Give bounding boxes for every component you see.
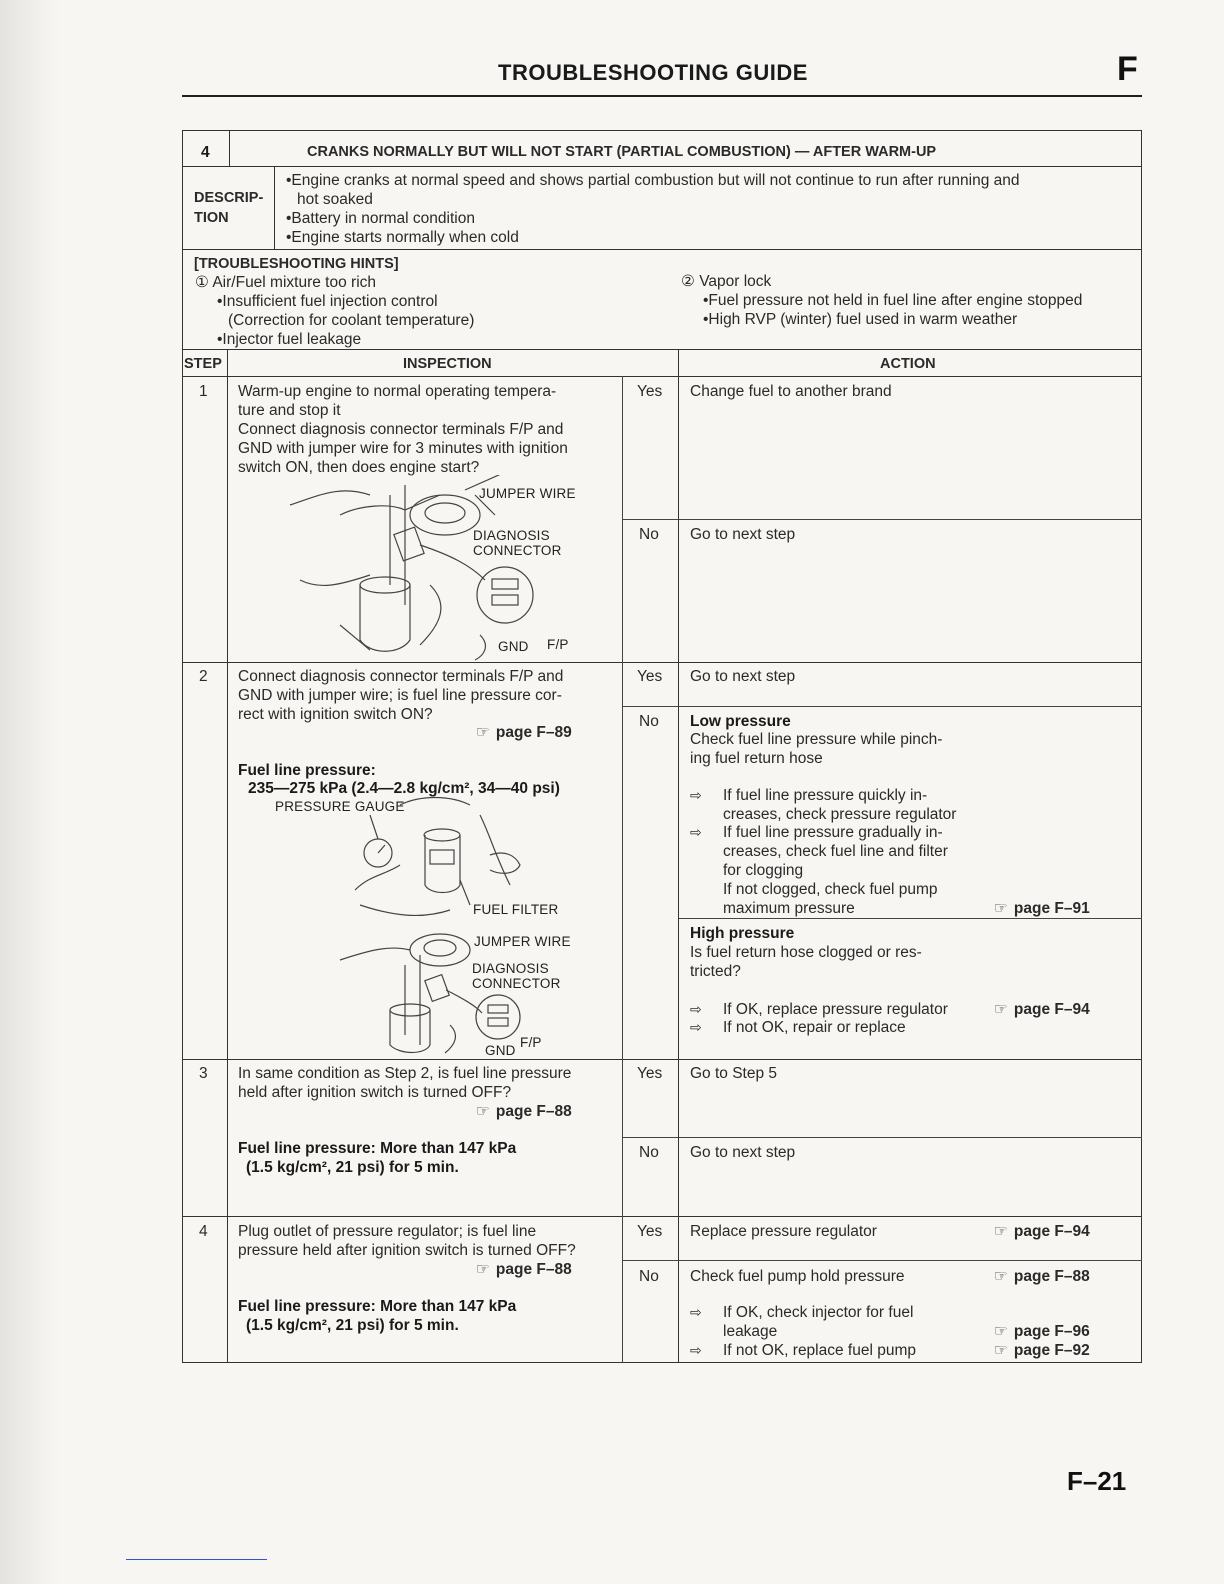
action-text: tricted?: [690, 963, 741, 980]
column-header-step: STEP: [184, 356, 222, 372]
description-line: hot soaked: [297, 191, 373, 208]
step-number: 4: [199, 1223, 208, 1240]
step-number: 1: [199, 383, 208, 400]
figure-label: DIAGNOSIS: [473, 528, 550, 543]
divider: [182, 349, 1142, 350]
page-title: TROUBLESHOOTING GUIDE: [498, 60, 808, 85]
divider: [622, 376, 623, 1363]
divider: [182, 1059, 1142, 1060]
action-text: If not clogged, check fuel pump: [723, 881, 938, 898]
figure-label: CONNECTOR: [472, 976, 561, 991]
divider: [182, 1216, 1142, 1217]
no-label: No: [639, 713, 659, 730]
spec-title: Fuel line pressure:: [238, 762, 376, 779]
action-text: If OK, check injector for fuel: [723, 1304, 914, 1321]
spec-value: (1.5 kg/cm², 21 psi) for 5 min.: [246, 1159, 459, 1176]
action-item: ⇨: [690, 1304, 702, 1320]
inspection-line: GND with jumper wire; is fuel line pressure cor-: [238, 687, 562, 704]
page-reference: ☞ page F–88: [476, 1261, 572, 1278]
action-text: creases, check pressure regulator: [723, 806, 957, 823]
action-text: If OK, replace pressure regulator: [723, 1001, 948, 1018]
yes-label: Yes: [637, 1065, 663, 1082]
yes-label: Yes: [637, 383, 663, 400]
figure-label: CONNECTOR: [473, 543, 562, 558]
page-shadow-edge: [0, 0, 60, 1584]
divider: [622, 1137, 1142, 1138]
spec-value: Fuel line pressure: More than 147 kPa: [238, 1140, 517, 1157]
hint-right: •High RVP (winter) fuel used in warm weather: [703, 311, 1018, 328]
divider: [182, 249, 1142, 250]
action-text: maximum pressure: [723, 900, 855, 917]
hint-right: •Fuel pressure not held in fuel line after engine stopped: [703, 292, 1083, 309]
hint-left: •Insufficient fuel injection control: [217, 293, 438, 310]
procedure-number: 4: [201, 144, 210, 161]
action-text: Change fuel to another brand: [690, 383, 892, 400]
page-reference: ☞ page F–89: [476, 724, 572, 741]
action-item: ⇨: [690, 1001, 702, 1017]
description-label: DESCRIP-: [194, 190, 264, 206]
hint-right: ② Vapor lock: [681, 273, 772, 290]
figure-label: F/P: [547, 637, 569, 652]
spec-value: (1.5 kg/cm², 21 psi) for 5 min.: [246, 1317, 459, 1334]
yes-label: Yes: [637, 1223, 663, 1240]
action-text: If fuel line pressure quickly in-: [723, 787, 928, 804]
column-header-inspection: INSPECTION: [403, 356, 492, 372]
divider: [678, 349, 679, 1363]
inspection-line: In same condition as Step 2, is fuel line pressure: [238, 1065, 572, 1082]
action-text: Check fuel pump hold pressure: [690, 1268, 905, 1285]
page-reference: ☞ page F–91: [994, 900, 1090, 917]
divider: [182, 376, 1142, 377]
divider: [182, 166, 1142, 167]
inspection-line: ture and stop it: [238, 402, 341, 419]
no-label: No: [639, 1268, 659, 1285]
hint-left: •Injector fuel leakage: [217, 331, 362, 348]
inspection-line: switch ON, then does engine start?: [238, 459, 480, 476]
spec-value: 235—275 kPa (2.4—2.8 kg/cm², 34—40 psi): [248, 780, 560, 797]
action-text: Is fuel return hose clogged or res-: [690, 944, 922, 961]
divider: [229, 130, 230, 166]
inspection-line: GND with jumper wire for 3 minutes with ignition: [238, 440, 568, 457]
action-item: ⇨: [690, 1019, 702, 1035]
procedure-title: CRANKS NORMALLY BUT WILL NOT START (PARTIAL COMBUSTION) — AFTER WARM-UP: [307, 144, 937, 160]
inspection-line: held after ignition switch is turned OFF?: [238, 1084, 512, 1101]
page-reference: ☞ page F–92: [994, 1342, 1090, 1359]
action-text: Go to next step: [690, 1144, 796, 1161]
figure-label: PRESSURE GAUGE: [275, 799, 405, 814]
inspection-line: rect with ignition switch ON?: [238, 706, 433, 723]
divider: [274, 166, 275, 249]
page-reference: ☞ page F–88: [994, 1268, 1090, 1285]
action-text: Go to Step 5: [690, 1065, 778, 1082]
description-line: •Engine cranks at normal speed and shows partial combustion but will not continue to run after running and: [286, 172, 1020, 189]
page-reference: ☞ page F–88: [476, 1103, 572, 1120]
no-label: No: [639, 526, 659, 543]
inspection-line: Plug outlet of pressure regulator; is fuel line: [238, 1223, 537, 1240]
footer-link-underline[interactable]: [126, 1559, 267, 1560]
figure-label: JUMPER WIRE: [479, 486, 576, 501]
page-reference: ☞ page F–94: [994, 1223, 1090, 1240]
inspection-line: Connect diagnosis connector terminals F/P and: [238, 421, 564, 438]
figure-label: F/P: [520, 1035, 542, 1050]
page-reference: ☞ page F–96: [994, 1323, 1090, 1340]
figure-label: JUMPER WIRE: [474, 934, 571, 949]
action-text: Replace pressure regulator: [690, 1223, 877, 1240]
description-label: TION: [194, 210, 229, 226]
high-pressure-title: High pressure: [690, 925, 795, 942]
action-item: ⇨: [690, 824, 702, 840]
page-number: F–21: [1067, 1466, 1127, 1496]
no-label: No: [639, 1144, 659, 1161]
divider: [622, 519, 1142, 520]
action-text: If not OK, repair or replace: [723, 1019, 906, 1036]
figure-label: DIAGNOSIS: [472, 961, 549, 976]
action-text: creases, check fuel line and filter: [723, 843, 948, 860]
hint-left: (Correction for coolant temperature): [228, 312, 475, 329]
action-text: for clogging: [723, 862, 804, 879]
inspection-line: Warm-up engine to normal operating tempera-: [238, 383, 557, 400]
header-rule: [182, 95, 1142, 97]
divider: [227, 349, 228, 1363]
section-letter: F: [1117, 50, 1138, 88]
divider: [622, 1260, 1142, 1261]
low-pressure-title: Low pressure: [690, 713, 791, 730]
inspection-line: pressure held after ignition switch is turned OFF?: [238, 1242, 576, 1259]
action-text: ing fuel return hose: [690, 750, 823, 767]
action-item: ⇨: [690, 787, 702, 803]
action-item: ⇨: [690, 1342, 702, 1358]
yes-label: Yes: [637, 668, 663, 685]
step-number: 2: [199, 668, 208, 685]
figure-label: FUEL FILTER: [473, 902, 559, 917]
page-reference: ☞ page F–94: [994, 1001, 1090, 1018]
description-line: •Battery in normal condition: [286, 210, 475, 227]
figure-label: GND: [485, 1043, 516, 1058]
step-number: 3: [199, 1065, 208, 1082]
description-line: •Engine starts normally when cold: [286, 229, 519, 246]
divider: [678, 918, 1142, 919]
divider: [622, 706, 1142, 707]
action-text: Check fuel line pressure while pinch-: [690, 731, 943, 748]
action-text: leakage: [723, 1323, 778, 1340]
action-text: If fuel line pressure gradually in-: [723, 824, 943, 841]
action-text: If not OK, replace fuel pump: [723, 1342, 916, 1359]
column-header-action: ACTION: [880, 356, 936, 372]
hints-heading: [TROUBLESHOOTING HINTS]: [194, 256, 399, 272]
inspection-line: Connect diagnosis connector terminals F/P and: [238, 668, 564, 685]
figure-label: GND: [498, 639, 529, 654]
hint-left: ① Air/Fuel mixture too rich: [195, 274, 377, 291]
action-text: Go to next step: [690, 526, 796, 543]
spec-value: Fuel line pressure: More than 147 kPa: [238, 1298, 517, 1315]
action-text: Go to next step: [690, 668, 796, 685]
